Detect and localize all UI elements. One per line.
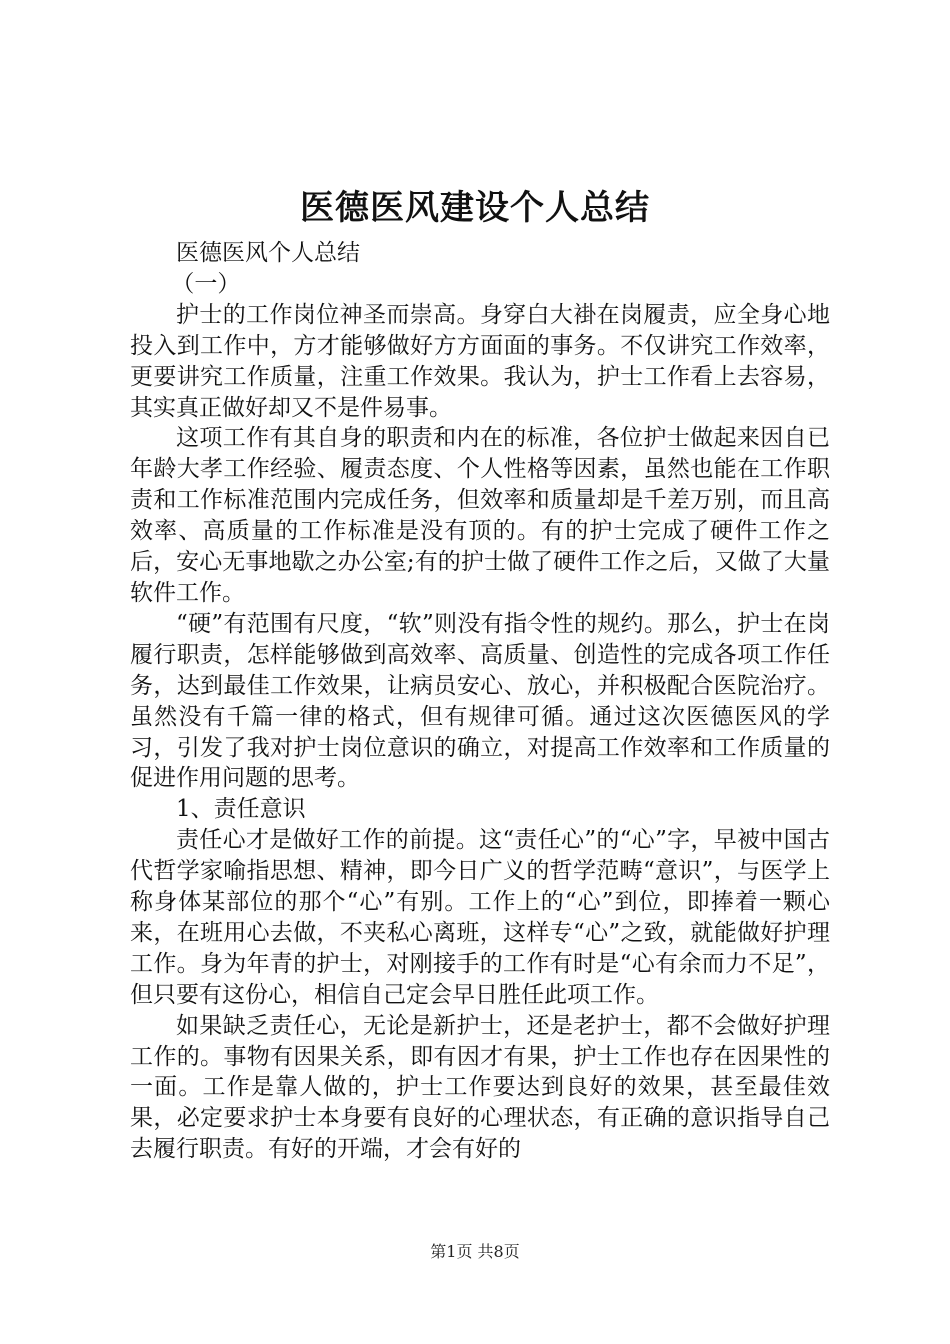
paragraph: 护士的工作岗位神圣而崇高。身穿白大褂在岗履责，应全身心地投入到工作中，方才能够做好方方面面的事务。不仅讲究工作效率，更要讲究工作质量，注重工作效果。我认为，护士工作看上去容易，其实真正做好却又不是件易事。 <box>130 301 830 421</box>
document-title: 医德医风建设个人总结 <box>300 188 650 228</box>
paragraph: 这项工作有其自身的职责和内在的标准，各位护士做起来因自已年龄大孝工作经验、履责态度、个人性格等因素，虽然也能在工作职责和工作标准范围内完成任务，但效率和质量却是千差万别，而且高效率、高质量的工作标准是没有顶的。有的护士完成了硬件工作之后，安心无事地歇之办公室;有的护士做了硬件工作之后，又做了大量软件工作。 <box>130 425 830 606</box>
section-heading: 1、责任意识 <box>176 796 306 823</box>
document-body <box>130 238 830 1165</box>
paragraph: 如果缺乏责任心，无论是新护士，还是老护士，都不会做好护理工作的。事物有因果关系，即有因才有果，护士工作也存在因果性的一面。工作是靠人做的，护士工作要达到良好的效果，甚至最佳效果，必定要求护士本身要有良好的心理状态，有正确的意识指导自己去履行职责。有好的开端，才会有好的 <box>130 1012 830 1163</box>
paragraph: 责任心才是做好工作的前提。这“责任心”的“心”字，早被中国古代哲学家喻指思想、精神，即今日广义的哲学范畴“意识”，与医学上称身体某部位的那个“心”有别。工作上的“心”到位，即捧着一颗心来，在班用心去做，不夹私心离班，这样专“心”之致，就能做好护理工作。身为年青的护士，对刚接手的工作有时是“心有余而力不足”，但只要有这份心，相信自己定会早日胜任此项工作。 <box>130 827 830 1008</box>
document-subtitle: 医德医风个人总结 <box>176 240 360 266</box>
section-mark: （一） <box>171 270 241 297</box>
page-number-footer: 第1页 共8页 <box>430 1242 520 1261</box>
paragraph: “硬”有范围有尺度，“软”则没有指令性的规约。那么，护士在岗履行职责，怎样能够做到高效率、高质量、创造性的完成各项工作任务，达到最佳工作效果，让病员安心、放心，并积极配合医院治疗。虽然没有千篇一律的格式，但有规律可循。通过这次医德医风的学习，引发了我对护士岗位意识的确立，对提高工作效率和工作质量的促进作用问题的思考。 <box>130 610 830 792</box>
